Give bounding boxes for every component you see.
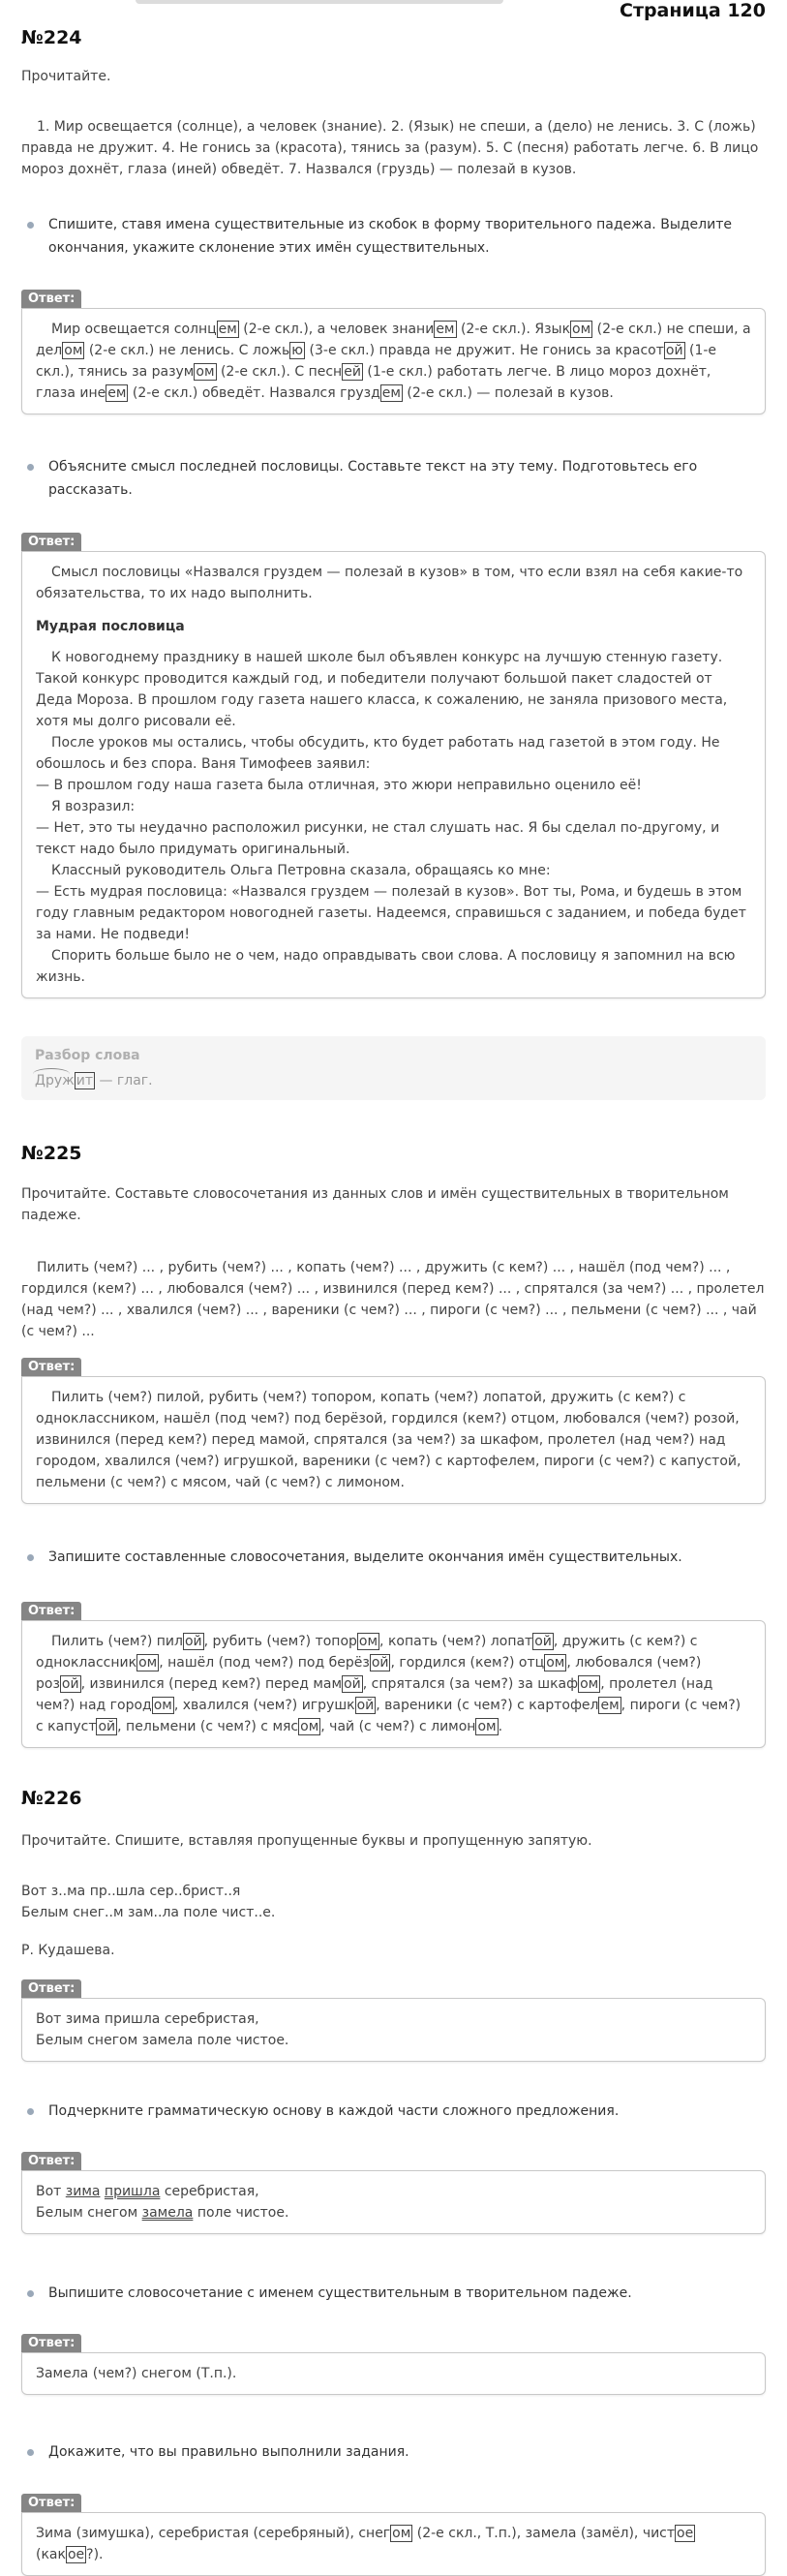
ending-mark: ой [184,1634,202,1649]
answer-text: Пилить (чем?) пил ой , рубить (чем?) топор ом , копать (чем?) лопат ой , дружить (с кем?) с одноклассник ом , нашёл (под чем?) под берёз ой , гордился (кем?) отц ом , любовался (чем?) роз ой , извинился (перед кем?) перед мам ой , спрятался (за чем?) за шкаф ом , пролетел (над чем?) над город ом , хвалился (чем?) игрушк ой , вареники (с чем?) с картофел ем , пироги (с чем?) с капуст ой , пельмени (с чем?) с мяс ом , чай (с чем?) с лимон ом . [36,1634,742,1734]
ending-mark: ем [218,322,237,337]
story-paragraph: Я возразил: [51,799,136,814]
page-number: Страница 120 [620,0,766,21]
answer-226-3 [21,2332,766,2395]
bullet-task: Подчеркните грамматическую основу в каждой части сложного предложения. [21,2100,766,2123]
task-225-words: Пилить (чем?) ... , рубить (чем?) ... , копать (чем?) ... , дружить (с кем?) ... , нашёл (под чем?) ... , гордился (кем?) ... , любовался (чем?) ... , извинился (перед кем?) ... , спрятался (за чем?) ... , пролетел (над чем?) ... , хвалился (чем?) ... , вареники (с чем?) ... , пироги (с чем?) ... , пельмени (с чем?) ... , чай (с чем?) ... [21,1260,765,1339]
ending-mark: ом [196,364,215,380]
answer-label: Ответ: [21,2152,81,2170]
story-heading: Мудрая пословица [36,619,185,634]
task-226-poem [21,1881,766,1923]
answer-box [21,551,766,998]
answer-line: Зима (зимушка), серебристая (серебряный), снег ом (2-е скл., Т.п.), замела (замёл), чист ое (как ое ?). [36,2526,694,2562]
ending-mark: ем [107,385,127,401]
answer-intro: Смысл пословицы «Назвался груздем — полезай в кузов» в том, что если взял на себя какие-то обязательства, то их надо выполнить. [36,565,743,601]
ending-mark: ем [436,322,455,337]
answer-label: Ответ: [21,2494,81,2512]
ending-mark: ей [344,364,361,380]
ending-mark: ой [61,1676,79,1692]
story-paragraph: К новогоднему празднику в нашей школе был объявлен конкурс на лучшую стенную газету. Такой конкурс проводится каждый год, и победители получают большой пакет сладостей от Деда Мороза. В прошлом году газета нашего класса, к сожалению, не заняла призового места, хотя мы долго рисовали её. [36,650,728,729]
answer-line: Белым снегом замела поле чистое. [36,2205,289,2221]
ending-mark: ом [546,1655,565,1671]
answer-224-1 [21,288,766,414]
ending-mark: ом [300,1719,319,1734]
answer-label: Ответ: [21,533,81,551]
task-224-proverbs: 1. Мир освещается (солнце), а человек (знание). 2. (Язык) не спеши, а (дело) не ленись. 3. С (ложь) правда не дружит. 4. Не гонись за (красота), тянись за (разум). 5. С (песня) работать легче. 6. В лицо мороз дохнёт, глаза (иней) обведёт. 7. Назвался (груздь) — полезай в кузов. [21,119,759,177]
answer-box [21,1620,766,1748]
task-number: №224 [21,27,82,48]
answer-226-1 [21,1978,766,2062]
ending-mark: ой [371,1655,389,1671]
task-226-instruction: Прочитайте. Спишите, вставляя пропущенные буквы и пропущенную запятую. [21,1833,592,1849]
answer-label: Ответ: [21,1358,81,1376]
ending-mark: ой [344,1676,361,1692]
answer-224-2 [21,531,766,998]
ending-mark: ом [477,1719,497,1734]
ending-mark: ит [76,1073,93,1089]
answer-label: Ответ: [21,1979,81,1998]
root-arc [33,1068,70,1080]
task-226 [21,1788,766,1809]
ending-mark: ем [600,1698,620,1713]
answer-line: Вот зима пришла серебристая, [36,2011,259,2027]
top-scroll-bar [136,0,503,4]
answer-box [21,2512,766,2576]
task-225 [21,1143,766,1164]
predicate-underline: замела [141,2205,194,2221]
subject-underline: зима [65,2184,101,2199]
answer-line: Вот зима пришла серебристая, [36,2184,259,2199]
answer-box [21,308,766,414]
ending-mark: ом [138,1655,158,1671]
razbor-title: Разбор слова [35,1048,140,1063]
answer-225-1 [21,1356,766,1504]
word-analysis [21,1036,766,1100]
bullet-task: Объясните смысл последней пословицы. Составьте текст на эту тему. Подготовьтесь его рассказать. [21,455,766,502]
bullet-task: Спишите, ставя имена существительные из скобок в форму творительного падежа. Выделите окончания, укажите склонение этих имён существительных. [21,213,766,260]
ending-mark: ой [665,343,683,358]
answer-label: Ответ: [21,2334,81,2352]
ending-mark: ой [98,1719,116,1734]
bullet-task: Докажите, что вы правильно выполнили задания. [21,2440,766,2464]
task-number: №225 [21,1143,82,1164]
ending-mark: ом [358,1634,378,1649]
ending-mark: ом [392,2526,411,2541]
answer-226-4 [21,2492,766,2576]
story-paragraph: Спорить больше было не о чем, надо оправдывать свои слова. А пословицу я запомнил на всю жизнь. [36,948,736,985]
ending-mark: ой [534,1634,552,1649]
razbor-box [21,1036,766,1100]
answer-label: Ответ: [21,290,81,308]
ending-mark: ом [572,322,591,337]
ending-mark: ом [580,1676,599,1692]
story-paragraph: После уроков мы остались, чтобы обсудить, кто будет работать над газетой в этом году. Не обошлось и без спора. Ваня Тимофеев заявил: [36,735,720,772]
ending-mark: ой [356,1698,375,1713]
poem-line: Белым снег..м зам..ла поле чист..е. [21,1905,276,1920]
answer-box [21,2352,766,2395]
answer-box [21,1998,766,2062]
story-paragraph: Классный руководитель Ольга Петровна сказала, обращаясь ко мне: [51,863,551,878]
answer-text: Мир освещается солнц ем (2-е скл.), а человек знани ем (2-е скл.). Язык ом (2-е скл.) не спеши, а дел ом (2-е скл.) не ленись. С ложь ю (3-е скл.) правда не дружит. Не гонись за красот ой (1-е скл.), тянись за разум ом (2-е скл.). С песн ей (1-е скл.) работать легче. В лицо мороз дохнёт, глаза ине ем (2-е скл.) обведёт. Назвался грузд ем (2-е скл.) — полезай в кузов. [36,322,751,401]
answer-label: Ответ: [21,1602,81,1620]
ending-mark: ю [291,343,304,358]
ending-mark: ом [64,343,83,358]
answer-box [21,1376,766,1504]
story-paragraph: — Есть мудрая пословица: «Назвался груздем — полезай в кузов». Вот ты, Рома, и будешь в этом году главным редактором новогодней газеты. Надеемся, справишься с заданием, и победа будет за нами. Не подведи! [36,884,746,942]
predicate-underline: пришла [104,2184,161,2199]
answer-line: Белым снегом замела поле чистое. [36,2033,289,2048]
poem-line: Вот з..ма пр..шла сер..брист..я [21,1884,241,1899]
answer-226-2 [21,2150,766,2234]
bullet-task: Выпишите словосочетание с именем существительным в творительном падеже. [21,2282,766,2305]
poem-author: Р. Кудашева. [21,1943,115,1958]
story-paragraph: — В прошлом году наша газета была отличная, это жюри неправильно оценило её! [36,778,642,793]
story-paragraph: — Нет, это ты неудачно расположил рисунки, не стал слушать нас. Я бы сделал по-другому, и текст надо было придумать оригинальный. [36,820,720,857]
task-number: №226 [21,1788,82,1809]
ending-mark: ое [677,2526,694,2541]
task-225-instruction: Прочитайте. Составьте словосочетания из данных слов и имён существительных в творительном падеже. [21,1186,729,1223]
ending-mark: ое [67,2547,85,2562]
task-224-instruction: Прочитайте. [21,69,111,84]
razbor-word: Друж ит — глаг. [35,1073,752,1089]
task-224 [21,27,766,48]
ending-mark: ом [153,1698,172,1713]
answer-text: Пилить (чем?) пилой, рубить (чем?) топором, копать (чем?) лопатой, дружить (с кем?) с одноклассником, нашёл (под чем?) под берёзой, гордился (кем?) отцом, любовался (чем?) розой, извинился (перед кем?) перед мамой, спрятался (за чем?) за шкафом, пролетел (над чем?) над городом, хвалился (чем?) игрушкой, вареники (с чем?) с картофелем, пироги (с чем?) с капустой, пельмени (с чем?) с мясом, чай (с чем?) с лимоном. [36,1390,742,1490]
bullet-task: Запишите составленные словосочетания, выделите окончания имён существительных. [21,1546,766,1569]
answer-225-2 [21,1600,766,1748]
answer-line: Замела (чем?) снегом (Т.п.). [36,2366,237,2381]
answer-box [21,2170,766,2234]
ending-mark: ем [381,385,401,401]
